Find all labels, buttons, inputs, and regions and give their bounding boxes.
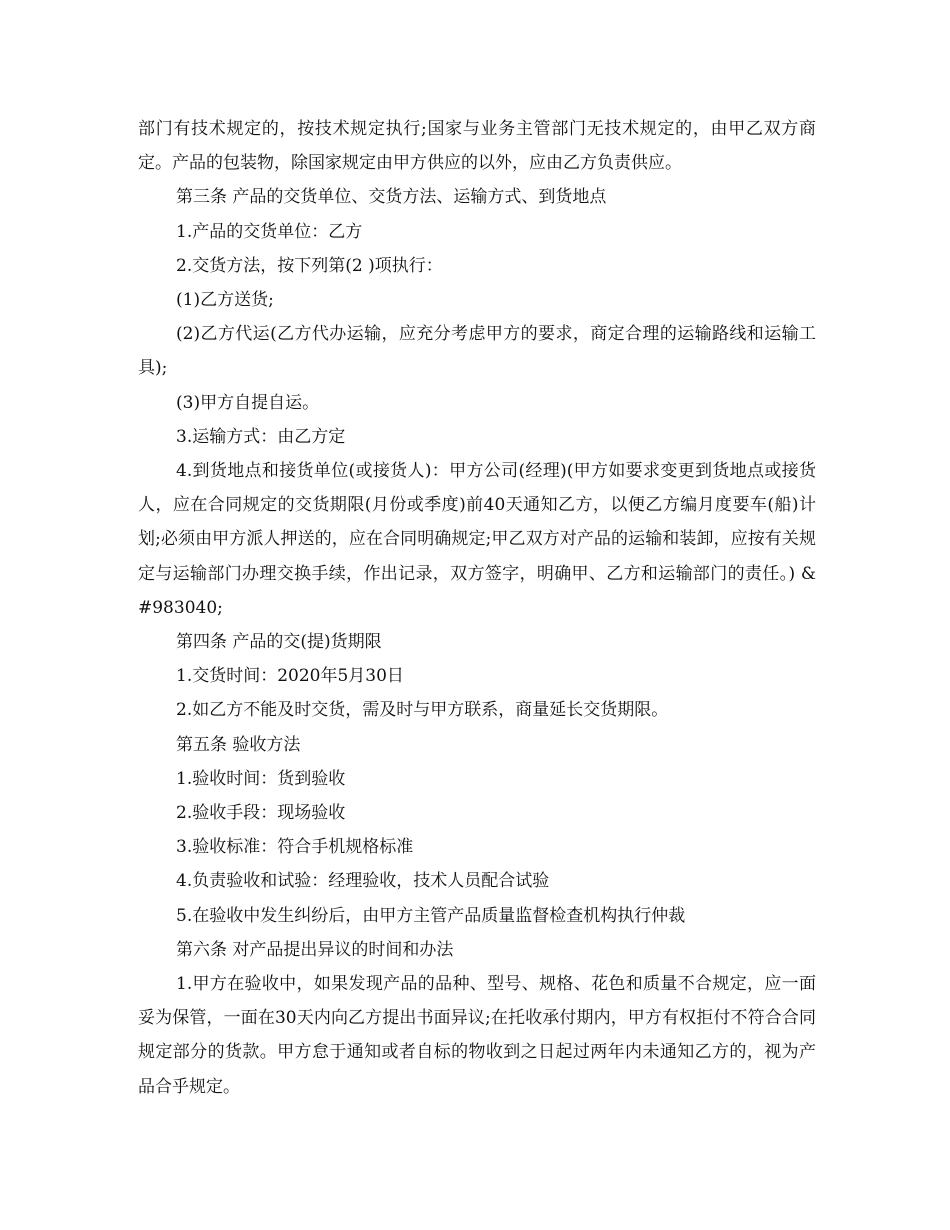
paragraph-delivery-unit: 1.产品的交货单位：乙方 [176, 221, 363, 242]
paragraph-option-2: (2)乙方代运(乙方代办运输，应充分考虑甲方的要求，商定合理的运输路线和运输工具); [138, 324, 816, 379]
paragraph-option-3: (3)甲方自提自运。 [176, 392, 320, 413]
paragraph-packaging: 部门有技术规定的，按技术规定执行;国家与业务主管部门无技术规定的，由甲乙双方商定。产品的包装物，除国家规定由甲方供应的以外，应由乙方负责供应。 [138, 119, 816, 174]
paragraph-option-1: (1)乙方送货; [176, 290, 274, 311]
paragraph-inspection-means: 2.验收手段：现场验收 [176, 803, 346, 824]
paragraph-delay: 2.如乙方不能及时交货，需及时与甲方联系，商量延长交货期限。 [176, 700, 669, 721]
paragraph-inspection-responsibility: 4.负责验收和试验：经理验收，技术人员配合试验 [176, 871, 550, 892]
paragraph-delivery-time: 1.交货时间：2020年5月30日 [176, 666, 404, 687]
heading-article-5: 第五条 验收方法 [176, 734, 301, 755]
paragraph-delivery-method: 2.交货方法，按下列第(2 )项执行： [176, 255, 443, 276]
heading-article-3: 第三条 产品的交货单位、交货方法、运输方式、到货地点 [176, 187, 607, 208]
paragraph-transport-mode: 3.运输方式：由乙方定 [176, 426, 346, 447]
heading-article-6: 第六条 对产品提出异议的时间和办法 [176, 939, 454, 960]
heading-article-4: 第四条 产品的交(提)货期限 [176, 632, 382, 653]
paragraph-inspection-standard: 3.验收标准：符合手机规格标准 [176, 837, 414, 858]
paragraph-inspection-time: 1.验收时间：货到验收 [176, 768, 346, 789]
paragraph-dispute: 5.在验收中发生纠纷后，由甲方主管产品质量监督检查机构执行仲裁 [176, 905, 686, 926]
document-page [138, 112, 816, 1104]
paragraph-arrival-location: 4.到货地点和接货单位(或接货人)：甲方公司(经理)(甲方如要求变更到货地点或接货人，应在合同规定的交货期限(月份或季度)前40天通知乙方，以便乙方编月度要车(船)计划;必须由甲方派人押送的，应在合同明确规定;甲乙双方对产品的运输和装卸，应按有关规定与运输部门办理交换手续，作出记录，双方签字，明确甲、乙方和运输部门的责任。) &#983040; [138, 461, 816, 618]
paragraph-objection: 1.甲方在验收中，如果发现产品的品种、型号、规格、花色和质量不合规定，应一面妥为保管，一面在30天内向乙方提出书面异议;在托收承付期内，甲方有权拒付不符合合同规定部分的货款。甲方怠于通知或者自标的物收到之日起过两年内未通知乙方的，视为产品合乎规定。 [138, 974, 816, 1097]
